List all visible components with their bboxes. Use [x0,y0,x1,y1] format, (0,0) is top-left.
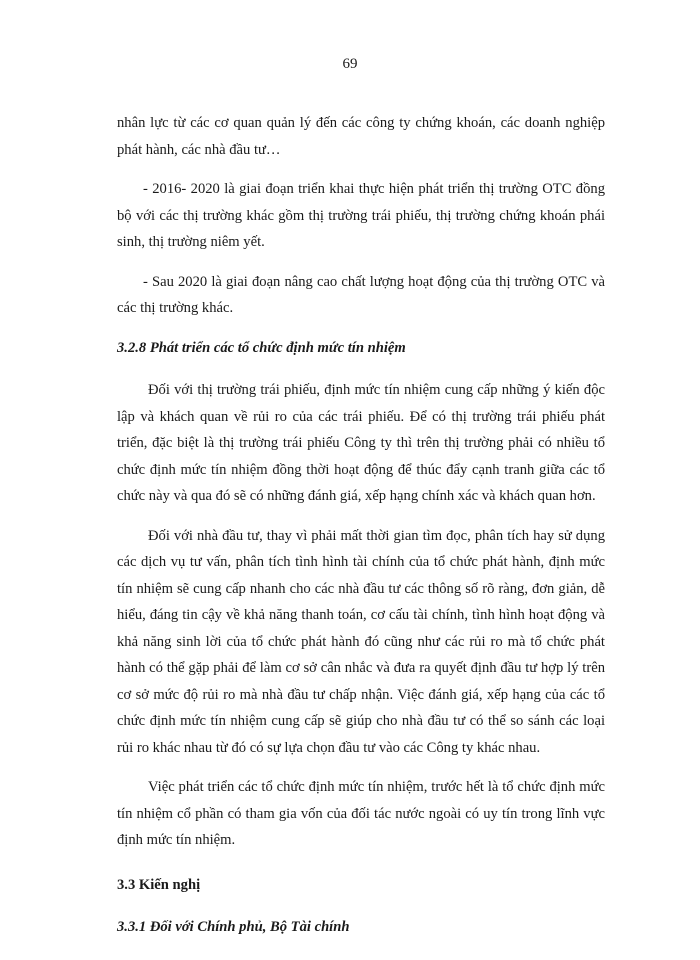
paragraph-2016-2020: - 2016- 2020 là giai đoạn triển khai thực hiện phát triển thị trường OTC đồng bộ với các thị trường khác gồm thị trường trái phiếu, thị trường chứng khoán phái sinh, thị trường niêm yết. [117,181,605,250]
paragraph-development: Việc phát triển các tổ chức định mức tín nhiệm, trước hết là tổ chức định mức tín nhiệm cổ phần có tham gia vốn của đối tác nước ngoài có uy tín trong lĩnh vực định mức tín nhiệm. [117,779,605,848]
section-heading-3-2-8: 3.2.8 Phát triển các tổ chức định mức tín nhiệm [117,339,406,356]
page-number: 69 [342,56,358,72]
paragraph-after-2020: - Sau 2020 là giai đoạn nâng cao chất lượng hoạt động của thị trường OTC và các thị trường khác. [117,273,605,316]
section-heading-3-3-1: 3.3.1 Đối với Chính phủ, Bộ Tài chính [117,919,350,935]
section-heading-3-3: 3.3 Kiến nghị [117,876,201,893]
document-body [117,110,605,957]
paragraph-continued: nhân lực từ các cơ quan quản lý đến các công ty chứng khoán, các doanh nghiệp phát hành, các nhà đầu tư… [117,115,605,158]
paragraph-bond-market: Đối với thị trường trái phiếu, định mức tín nhiệm cung cấp những ý kiến độc lập và khách quan về rủi ro của các trái phiếu. Để có thị trường trái phiếu phát triển, đặc biệt là thị trường trái phiếu Công ty thì trên thị trường phải có nhiều tổ chức định mức tín nhiệm đồng thời hoạt động để thúc đẩy cạnh tranh giữa các tổ chức này và qua đó sẽ có những đánh giá, xếp hạng chính xác và khách quan hơn. [117,382,605,504]
paragraph-investor: Đối với nhà đầu tư, thay vì phải mất thời gian tìm đọc, phân tích hay sử dụng các dịch vụ tư vấn, phân tích tình hình tài chính của tổ chức phát hành, định mức tín nhiệm sẽ cung cấp nhanh cho các nhà đầu tư các thông số rõ ràng, đơn giản, dễ hiểu, đáng tin cậy về khả năng thanh toán, cơ cấu tài chính, tình hình hoạt động và khả năng sinh lời của tổ chức phát hành đó cũng như các rủi ro mà tổ chức phát hành có thể gặp phải để làm cơ sở cân nhắc và đưa ra quyết định đầu tư hợp lý trên cơ sở mức độ rủi ro mà nhà đầu tư chấp nhận. Việc đánh giá, xếp hạng của các tổ chức định mức tín nhiệm cung cấp sẽ giúp cho nhà đầu tư có thể so sánh các loại rủi ro khác nhau từ đó có sự lựa chọn đầu tư vào các Công ty khác nhau. [117,527,605,756]
